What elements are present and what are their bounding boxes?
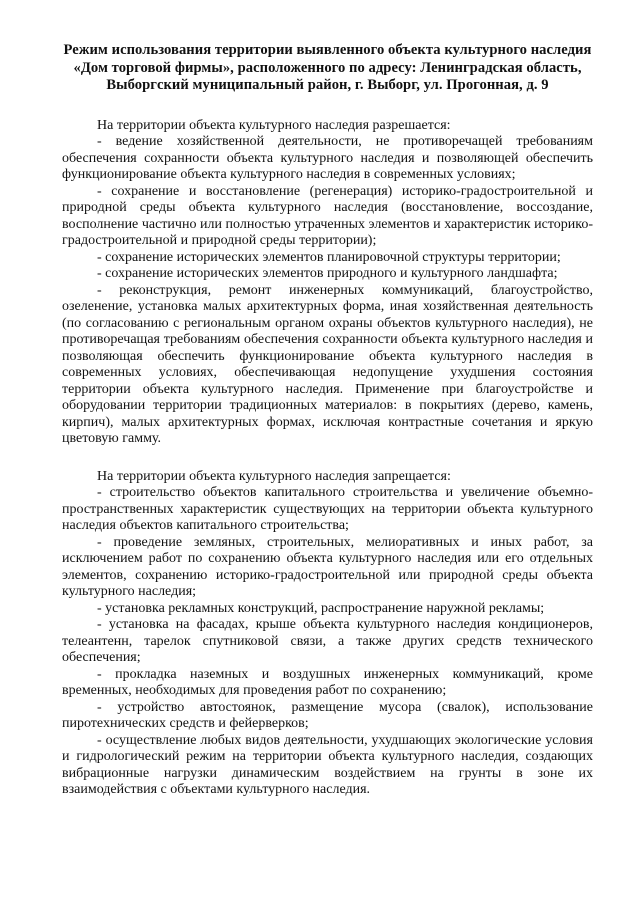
prohibited-item: - прокладка наземных и воздушных инженерных коммуникаций, кроме временных, необходимых для проведения работ по сохранению; [62, 666, 593, 698]
allowed-item: - сохранение исторических элементов природного и культурного ландшафта; [97, 266, 558, 281]
prohibited-item: - установка рекламных конструкций, распространение наружной рекламы; [97, 600, 545, 616]
prohibited-item: - устройство автостоянок, размещение мусора (свалок), использование пиротехнических средств и фейерверков; [62, 699, 593, 731]
allowed-item: - реконструкция, ремонт инженерных коммуникаций, благоустройство, озеленение, установка малых архитектурных форма, иная хозяйственная деятельность (по согласованию с региональным органом охраны объектов культурного наследия), не противоречащая требованиям обеспечения сохранности объекта культурного наследия и позволяющая обеспечить функционирование объекта культурного наследия в современных условиях, обеспечивающая недопущение ухудшения состояния территории объекта культурного наследия. Применение при благоустройстве и оборудовании территории традиционных материалов: в покрытиях (дерево, камень, кирпич), малых архитектурных формах, исключая контрастные сочетания и яркую цветовую гамму. [62, 282, 593, 446]
prohibited-item: - осуществление любых видов деятельности, ухудшающих экологические условия и гидрологический режим на территории объекта культурного наследия, создающих вибрационные нагрузки динамическим воздействием на грунты в зоне их взаимодействия с объектами культурного наследия. [62, 732, 593, 797]
allowed-heading: На территории объекта культурного наследия разрешается: [97, 117, 451, 133]
allowed-item: - ведение хозяйственной деятельности, не противоречащей требованиям обеспечения сохранности объекта культурного наследия и позволяющей обеспечить функционирование объекта культурного наследия в современных условиях; [62, 134, 593, 182]
prohibited-item: - установка на фасадах, крыше объекта культурного наследия кондиционеров, телеантенн, тарелок спутниковой связи, а также других средств технического обеспечения; [62, 617, 593, 665]
allowed-item: - сохранение и восстановление (регенерация) историко-градостроительной и природной среды объекта культурного наследия (восстановление, воссоздание, восполнение частично или полностью утраченных элементов и характеристик историко-градостроительной и природной среды территории); [62, 183, 593, 248]
prohibited-section [62, 469, 593, 799]
allowed-section [62, 118, 593, 448]
prohibited-heading: На территории объекта культурного наследия запрещается: [97, 468, 451, 484]
prohibited-item: - проведение земляных, строительных, мелиоративных и иных работ, за исключением работ по сохранению объекта культурного наследия или его отдельных элементов, сохранению историко-градостроительной или природной среды объекта культурного наследия; [62, 534, 593, 599]
allowed-item: - сохранение исторических элементов планировочной структуры территории; [97, 249, 561, 265]
prohibited-item: - строительство объектов капитального строительства и увеличение объемно-пространственных характеристик существующих на территории объекта культурного наследия объектов капитального строительства; [62, 485, 593, 533]
document-title: Режим использования территории выявленного объекта культурного наследия «Дом торговой фирмы», расположенного по адресу: Ленинградская область, Выборгский муниципальный район, г. Выборг, ул. Прогонная, д. 9 [63, 42, 592, 93]
